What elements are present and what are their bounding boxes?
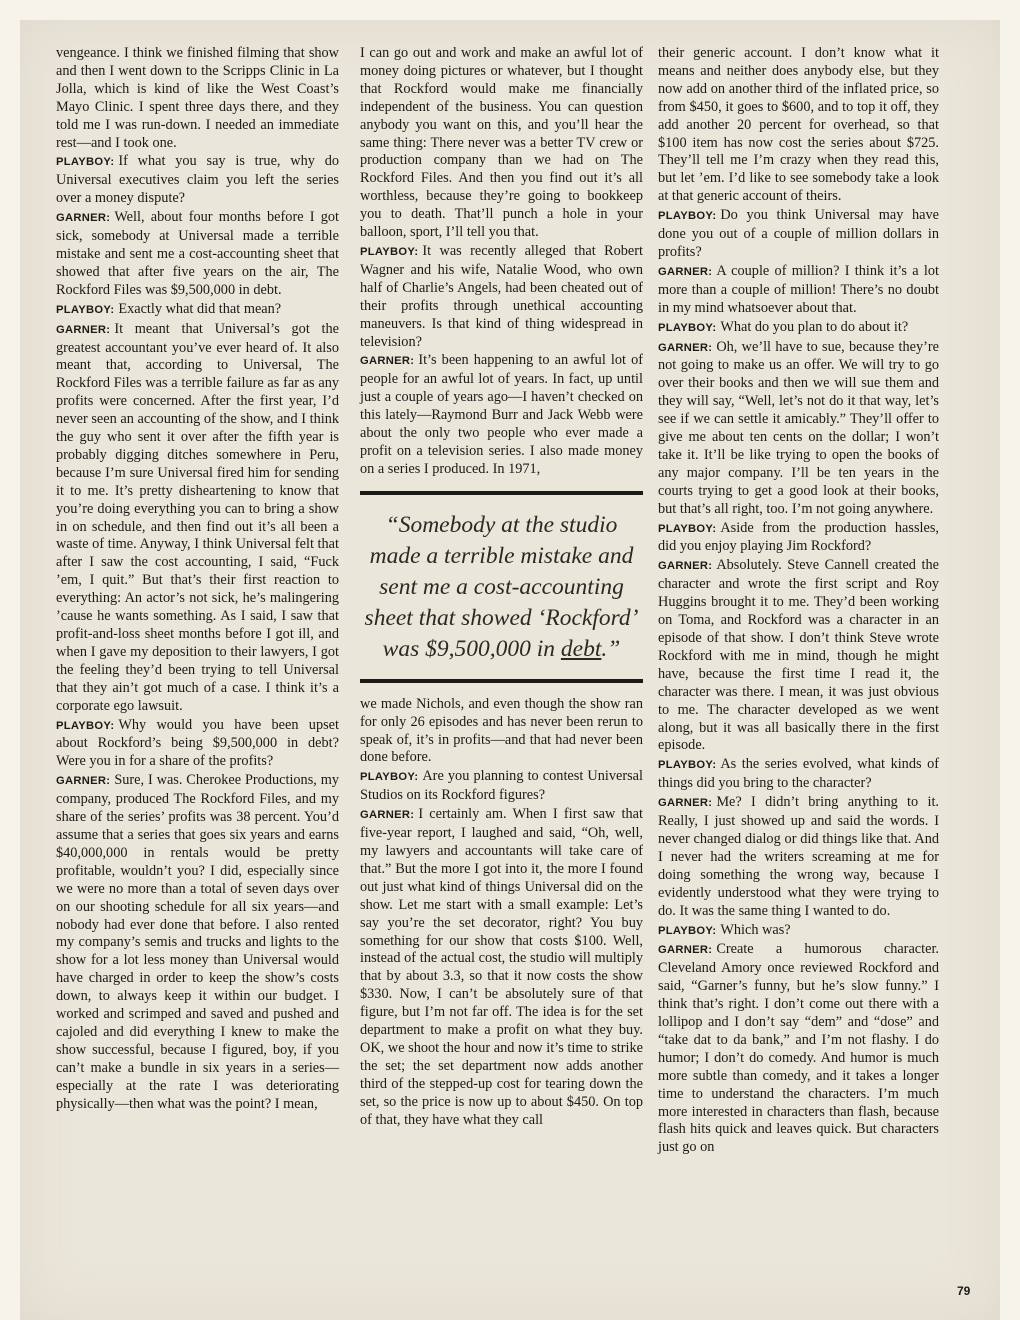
interview-answer: GARNER: A couple of million? I think it’s a lot more than a couple of million! There’s no doubt in my mind whatsoever about that. xyxy=(658,262,939,316)
speaker-label: PLAYBOY: xyxy=(658,924,717,937)
speaker-label: GARNER: xyxy=(360,355,415,368)
interview-answer: GARNER: It’s been happening to an awful lot of people for an awful lot of years. In fact, up until just a couple of years ago—I haven’t checked on this lately—Raymond Burr and Jack Webb were about the only two people who ever made a profit on a television series. I also made money on a series I produced. In 1971, xyxy=(360,352,643,477)
speaker-label: GARNER: xyxy=(658,265,713,278)
column-2 xyxy=(360,45,643,1131)
speaker-label: GARNER: xyxy=(658,560,713,573)
pull-quote: “Somebody at the studio made a terrible mistake and sent me a cost-accounting sheet that showed ‘Rockford’ was $9,500,000 in debt.” xyxy=(360,491,643,683)
interview-answer: GARNER: Absolutely. Steve Cannell created the character and wrote the first script and Roy Huggins brought it to me. They’d been working on Toma, and Rockford was a character in an episode of that show. I don’t think Steve wrote Rockford with me in mind, though he might have, because the first time I read it, the character was there. I mean, it was just obvious to me. The character developed as we went along, but it was all basically there in the first episode. xyxy=(658,557,939,754)
interview-question: PLAYBOY: If what you say is true, why do Universal executives claim you left the series over a money dispute? xyxy=(56,153,339,207)
page-number: 79 xyxy=(957,1284,971,1298)
interview-question: PLAYBOY: Why would you have been upset about Rockford’s being $9,500,000 in debt? Were you in for a share of the profits? xyxy=(56,716,339,770)
interview-answer: GARNER: Create a humorous character. Cleveland Amory once reviewed Rockford and said, “Garner’s funny, but he’s slow funny.” I think that’s right. I don’t come out there with a lollipop and I don’t say “dem” and “dose” and “take dat to da bank,” and I’m not flashy. I do humor; I don’t do comedy. And humor is much more subtle than comedy, and it takes a longer time to understand the characters. I’m much more interested in characters than flash, because flash hits quick and leaves quick. But characters just go on xyxy=(658,941,939,1156)
paragraph: their generic account. I don’t know what it means and neither does anybody else, but they now add on another third of the inflated price, so from $450, it goes to $600, and to top it off, they add another 20 percent for overhead, so that $100 item has now cost the series about $725. They’ll tell me I’m crazy when they read this, but let ’em. I’d like to see somebody take a look at that generic account of theirs. xyxy=(658,45,939,205)
speaker-label: PLAYBOY: xyxy=(360,771,419,784)
interview-question: PLAYBOY: Which was? xyxy=(658,921,791,938)
column-3 xyxy=(658,45,939,1158)
interview-question: PLAYBOY: As the series evolved, what kinds of things did you bring to the character? xyxy=(658,756,939,792)
speaker-label: PLAYBOY: xyxy=(658,321,717,334)
speaker-label: PLAYBOY: xyxy=(658,522,717,535)
speaker-label: PLAYBOY: xyxy=(56,719,115,732)
column-1 xyxy=(56,45,339,1114)
speaker-label: GARNER: xyxy=(56,775,111,788)
speaker-label: PLAYBOY: xyxy=(56,303,115,316)
pull-quote-underlined: debt xyxy=(560,635,602,662)
interview-answer: GARNER: Sure, I was. Cherokee Productions, my company, produced The Rockford Files, and my share of the series’ profits was 38 percent. You’d assume that a series that goes six years and earns $40,000,000 in rentals would be pretty profitable, wouldn’t you? I did, especially since we were no more than a total of seven days over on our shooting schedule for all six years—and nobody had ever done that before. I also rented my company’s semis and trucks and lights to the show for a lot less money than Universal would have charged in order to keep the show’s costs down, to always keep it within our budget. I worked and scrimped and saved and pushed and cajoled and did everything I knew to make the show successful, because I figured, boy, if you can’t make a bundle in six years in a series—especially at the rate I was deteriorating physically—then what was the point? I mean, xyxy=(56,772,339,1112)
speaker-label: GARNER: xyxy=(56,212,111,225)
speaker-label: GARNER: xyxy=(360,809,415,822)
speaker-label: GARNER: xyxy=(56,323,111,336)
interview-question: PLAYBOY: It was recently alleged that Robert Wagner and his wife, Natalie Wood, who own half of Charlie’s Angels, had been cheated out of their profits through unethical accounting maneuvers. Is that kind of thing widespread in television? xyxy=(360,242,643,350)
interview-question: PLAYBOY: What do you plan to do about it? xyxy=(658,318,909,335)
interview-question: PLAYBOY: Do you think Universal may have done you out of a couple of million dollars in profits? xyxy=(658,207,939,260)
speaker-label: PLAYBOY: xyxy=(56,156,115,169)
speaker-label: GARNER: xyxy=(658,797,713,810)
interview-answer: GARNER: It meant that Universal’s got the greatest accountant you’ve ever heard of. It also meant that, according to Universal, The Rockford Files was a terrible failure as far as any profits were concerned. After the first year, I’d never seen an accounting of the show, and I think the guy who sent it over after the fifth year is probably digging ditches somewhere in Peru, because I’m sure Universal fired him for sending it to me. It’s pretty disheartening to know that you’re doing everything you can to bring a show in on schedule, and then find out it’s all been a waste of time. Anyway, I think Universal felt that after I saw the cost accounting, I said, “Fuck ’em, I quit.” But that’s their first reaction to everything: An actor’s not sick, he’s malingering ’cause he wants something. As I said, I saw that profit-and-loss sheet months before I got ill, and when I gave my deposition to their lawyers, I got the feeling they’d been trying to tell Universal that they ain’t got much of a case. I think it’s a corporate ego lawsuit. xyxy=(56,320,339,714)
interview-answer: GARNER: Oh, we’ll have to sue, because they’re not going to make us an offer. We will try to go over their books and then we will sue them and they will say, “Well, let’s not do it that way, let’s see if we can settle it amicably.” They’ll offer to give me about ten cents on the dollar; I won’t take it. It’ll be like trying to open the books of any major company. I’ll be ten years in the courts trying to get a good look at their books, but that’s all right, too. I’m not going anywhere. xyxy=(658,338,939,517)
magazine-page xyxy=(20,20,1000,1320)
speaker-label: GARNER: xyxy=(658,944,713,957)
interview-question: PLAYBOY: Are you planning to contest Universal Studios on its Rockford figures? xyxy=(360,768,643,804)
interview-answer: GARNER: Me? I didn’t bring anything to it. Really, I just showed up and said the words. I never changed dialog or did things like that. And I never had the writers screaming at me for doing something the wrong way, because I evidently understood what they were trying to do. It was the same thing I wanted to do. xyxy=(658,794,939,919)
paragraph: I can go out and work and make an awful lot of money doing pictures or whatever, but I thought that Rockford would make me financially independent of the business. You can question anybody you want on this, and you’ll hear the same thing: There never was a better TV crew or production company than we had on The Rockford Files. And then you find out it’s all worthless, because they’re going to bookkeep you to death. That’ll punch a hole in your balloon, sport, I’ll tell you that. xyxy=(360,45,643,241)
paragraph: we made Nichols, and even though the show ran for only 26 episodes and has never been rerun to speak of, it’s in profits—and that had never been done before. xyxy=(360,695,643,766)
speaker-label: PLAYBOY: xyxy=(658,210,717,223)
paragraph: vengeance. I think we finished filming that show and then I went down to the Scripps Clinic in La Jolla, which is kind of like the West Coast’s Mayo Clinic. I spent three days there, and they told me I was run-down. I needed an immediate rest—and I took one. xyxy=(56,45,339,151)
interview-answer: GARNER: I certainly am. When I first saw that five-year report, I laughed and said, “Oh, well, my lawyers and accountants will take care of that.” But the more I got into it, the more I found out just what kind of things Universal did on the show. Let me start with a small example: Let’s say you’re the set decorator, right? You buy something for our show that costs $100. Well, instead of the actual cost, the studio will multiply that by about 3.3, so that it now costs the show $330. Now, I can’t be absolutely sure of that figure, but I’m not far off. The idea is for the set department to make a profit on what they buy. OK, we shoot the hour and now it’s time to strike the set; the set department now adds another third of the stepped-up cost for tearing down the set, so the price is now up to about $450. On top of that, they have what they call xyxy=(360,806,643,1128)
speaker-label: GARNER: xyxy=(658,341,713,354)
speaker-label: PLAYBOY: xyxy=(658,759,717,772)
speaker-label: PLAYBOY: xyxy=(360,245,419,258)
interview-question: PLAYBOY: Aside from the production hassles, did you enjoy playing Jim Rockford? xyxy=(658,519,939,555)
interview-answer: GARNER: Well, about four months before I got sick, somebody at Universal made a terrible mistake and sent me a cost-accounting sheet that showed that after five years on the air, The Rockford Files was $9,500,000 in debt. xyxy=(56,209,339,298)
interview-question: PLAYBOY: Exactly what did that mean? xyxy=(56,300,282,317)
